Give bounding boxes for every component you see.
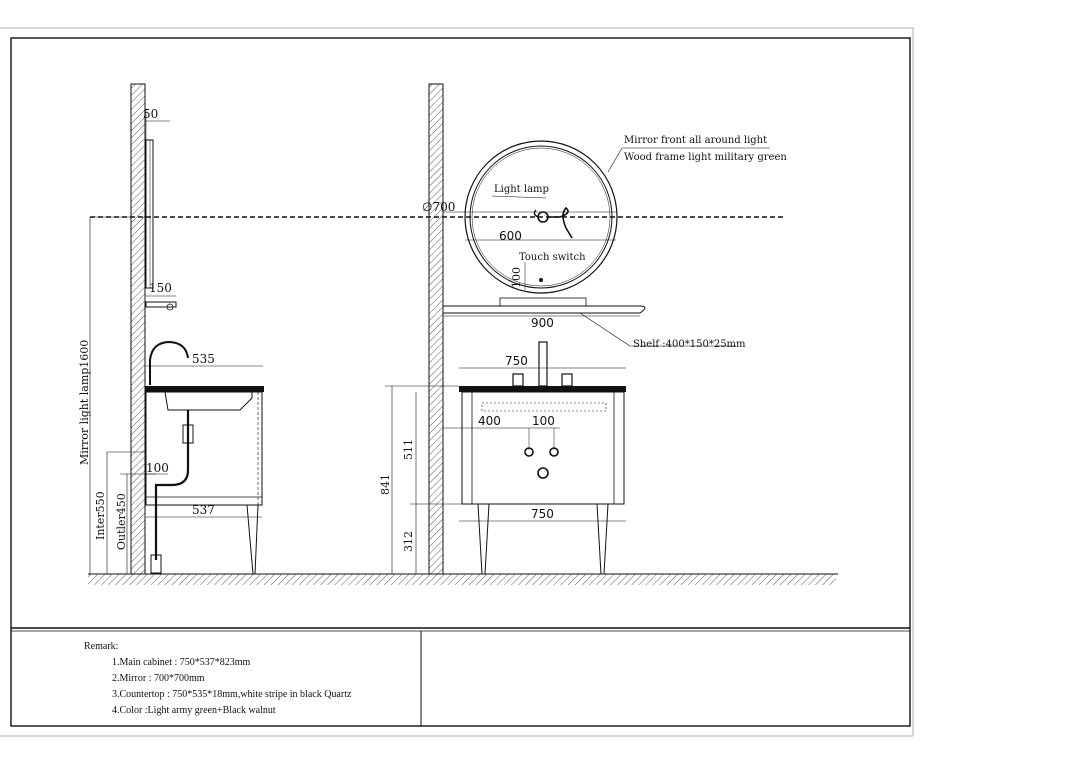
faucet-side (150, 342, 188, 385)
dim-switch-offset: 100 (510, 267, 523, 288)
cabinet-leg-right (597, 504, 608, 574)
light-lamp-icon (534, 208, 572, 238)
remark-item: 4.Color :Light army green+Black walnut (112, 705, 276, 716)
callout-frame: Wood frame light military green (624, 152, 787, 163)
dim-mirror-depth: 50 (143, 107, 159, 121)
dim-shelf-width: 900 (531, 316, 554, 330)
drain-hole (538, 468, 548, 478)
floor-line (88, 574, 838, 585)
callout-mirror-light: Mirror front all around light (624, 135, 768, 146)
callout-shelf: Shelf :400*150*25mm (633, 339, 746, 350)
dim-mirror-height: Mirror light lamp1600 (78, 339, 91, 465)
touch-switch-icon (539, 278, 543, 282)
remark-item: 2.Mirror : 700*700mm (112, 673, 205, 684)
countertop-side (145, 386, 264, 392)
remark-item: 1.Main cabinet : 750*537*823mm (112, 657, 251, 668)
faucet-front (539, 342, 547, 386)
dim-cabinet-width: 750 (531, 507, 554, 521)
dim-pipe-spacing-400: 400 (478, 414, 501, 428)
dim-cabinet-depth: 537 (192, 503, 215, 517)
cabinet-leg-side (247, 505, 258, 574)
remarks-block (84, 641, 414, 721)
mirror-side-profile (146, 140, 153, 288)
dim-total-height: 841 (379, 474, 392, 495)
dim-countertop-depth: 535 (192, 352, 215, 366)
dim-counter-width: 750 (505, 354, 528, 368)
side-wall (131, 84, 145, 574)
callout-touch-switch: Touch switch (519, 252, 586, 263)
cabinet-leg-left (478, 504, 489, 574)
callout-light-lamp: Light lamp (494, 184, 549, 195)
shelf-front (443, 306, 645, 313)
dim-mirror-diameter: ∅700 (422, 200, 456, 214)
dim-shelf-depth: 150 (149, 281, 172, 295)
dim-inner-width: 600 (499, 229, 522, 243)
cabinet-side (146, 392, 262, 505)
dim-inlet-height: Inter550 (94, 491, 107, 540)
cabinet-front (462, 392, 624, 504)
dim-pipe-spacing-100: 100 (532, 414, 555, 428)
side-view (78, 107, 264, 574)
front-wall (429, 84, 443, 574)
remark-item: 3.Countertop : 750*535*18mm,white stripe in black Quartz (112, 689, 352, 700)
dim-outlet-height: Outler450 (115, 493, 128, 550)
basin-side (165, 392, 252, 410)
countertop-front (459, 386, 626, 392)
remarks-title: Remark: (84, 641, 119, 652)
dim-leg-height: 312 (402, 531, 415, 552)
dim-cabinet-height: 511 (402, 439, 415, 460)
dim-pipe-offset: 100 (146, 461, 169, 475)
